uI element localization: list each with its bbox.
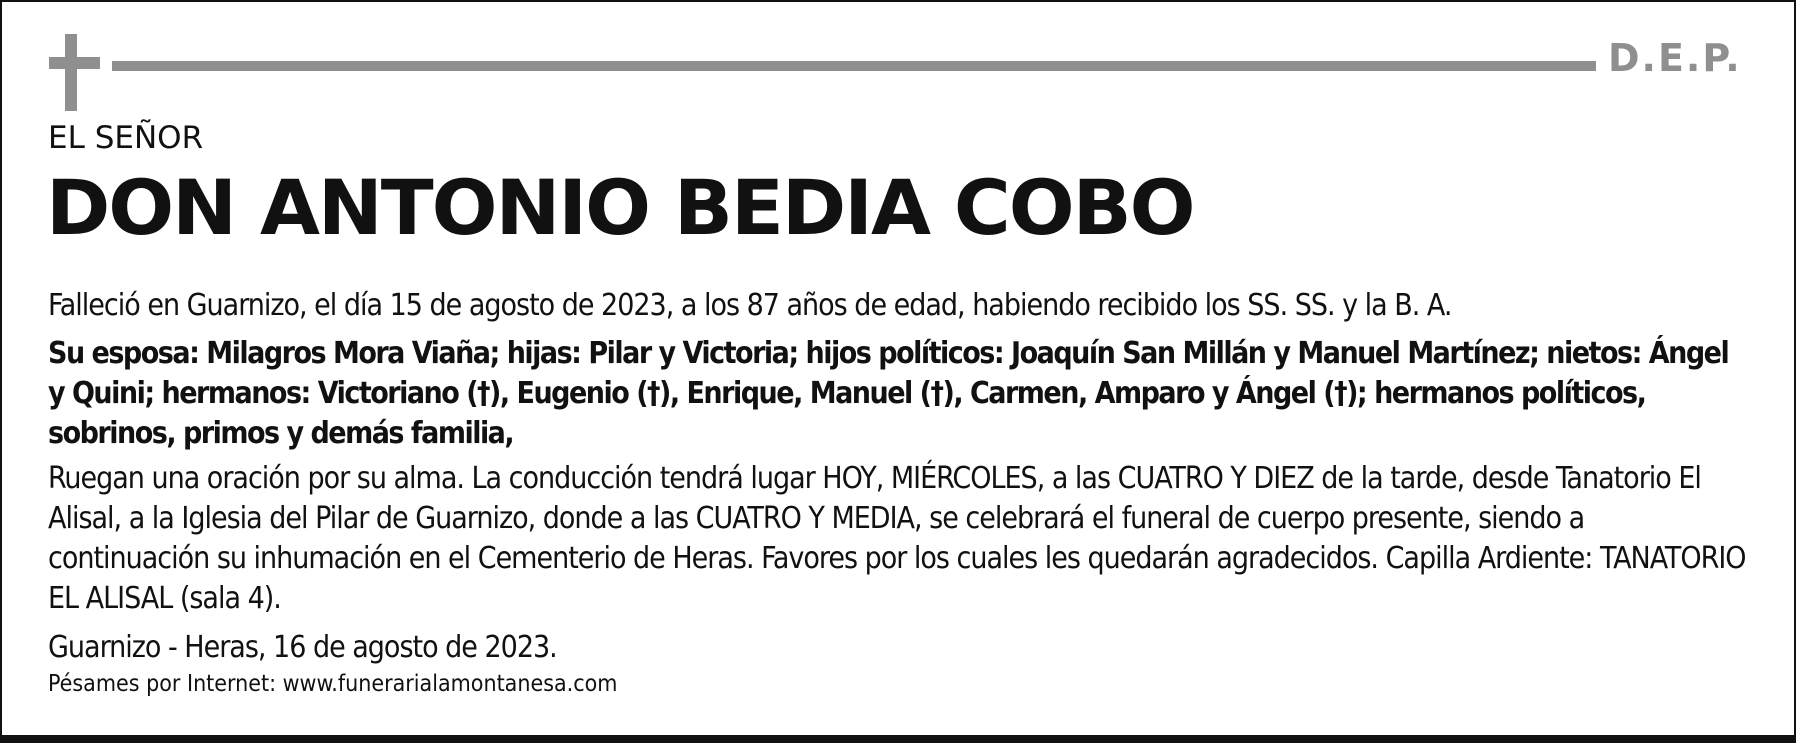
- header-rule: [112, 61, 1596, 71]
- condolences-line: Pésames por Internet: www.funerarialamontanesa.com: [48, 671, 618, 697]
- funeral-paragraph: Ruegan una oración por su alma. La conducción tendrá lugar HOY, MIÉRCOLES, a las CUATRO Y DIEZ de la tarde, desde Tanatorio El Alisal, a la Iglesia del Pilar de Guarnizo, donde a las CUATRO Y MEDIA, se celebrará el funeral de cuerpo presente, siendo a continuación su inhumación en el Cementerio de Heras. Favores por los cuales les quedarán agradecidos. Capilla Ardiente: TANATORIO EL ALISAL (sala 4).: [48, 461, 1746, 616]
- pre-title: EL SEÑOR: [48, 120, 204, 156]
- place-date: Guarnizo - Heras, 16 de agosto de 2023.: [48, 630, 557, 665]
- family-paragraph: Su esposa: Milagros Mora Viaña; hijas: Pilar y Victoria; hijos políticos: Joaquín San Millán y Manuel Martínez; nietos: Ángel y Quini; hermanos: Victoriano (†), Eugenio (†), Enrique, Manuel (†), Carmen, Amparo y Ángel (†); hermanos políticos, sobrinos, primos y demás familia,: [48, 336, 1729, 451]
- death-paragraph: Falleció en Guarnizo, el día 15 de agosto de 2023, a los 87 años de edad, habiendo recibido los SS. SS. y la B. A.: [48, 288, 1452, 323]
- dep-label: D.E.P.: [1608, 36, 1742, 80]
- deceased-name: DON ANTONIO BEDIA COBO: [46, 163, 1194, 252]
